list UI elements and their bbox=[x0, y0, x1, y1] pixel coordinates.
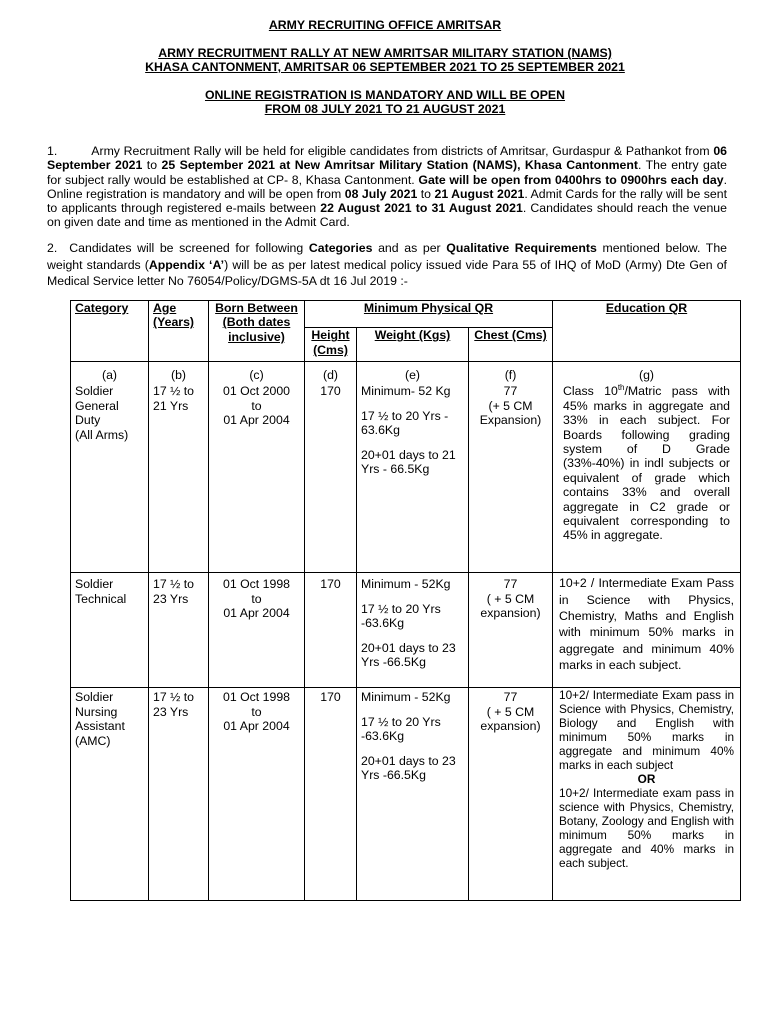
header-education-qr: Education QR bbox=[605, 301, 688, 315]
para1-bold: 08 July 2021 bbox=[344, 186, 418, 201]
category-text: Technical bbox=[75, 591, 127, 606]
weight-text: Minimum - 52Kg bbox=[361, 690, 451, 705]
category-cell bbox=[71, 573, 149, 688]
chest-text: (+ 5 CM bbox=[488, 398, 533, 413]
table-row bbox=[71, 688, 741, 901]
chest-text: 77 bbox=[503, 577, 518, 592]
born-text: 01 Oct 1998 bbox=[223, 690, 290, 705]
para1-text: . The entry gate for subject rally would be established at CP- 8, Khasa Cantonment. bbox=[47, 158, 727, 187]
paragraph-1 bbox=[47, 144, 727, 230]
age-text: 17 ½ to bbox=[153, 577, 195, 592]
col-letter: (d) bbox=[305, 362, 357, 383]
para1-text: . Online registration is mandatory and will be open from bbox=[47, 172, 727, 201]
education-cell bbox=[553, 688, 741, 901]
para1-bold: 22 August 2021 to 31 August 2021 bbox=[320, 201, 523, 216]
weight-text: 20+01 days to 21 Yrs - 66.5Kg bbox=[361, 447, 456, 477]
col-letter: (a) bbox=[71, 362, 149, 383]
para2-text: Candidates will be screened for following bbox=[69, 241, 309, 255]
category-cell bbox=[71, 688, 149, 901]
age-text: 21 Yrs bbox=[153, 398, 189, 413]
weight-text: 17 ½ to 20 Yrs -63.6Kg bbox=[361, 601, 441, 631]
education-cell: 10+2 / Intermediate Exam Pass in Science with Physics, Chemistry, Maths and English with minimum 50% marks in aggregate and minimum 40% marks in each subject. bbox=[553, 573, 741, 688]
para2-bold: Appendix ‘A’ bbox=[148, 257, 225, 272]
born-text: to bbox=[251, 398, 262, 413]
education-or: OR bbox=[637, 772, 656, 787]
born-text: 01 Oct 2000 bbox=[223, 384, 290, 399]
registration-line2: FROM 08 JULY 2021 TO 21 AUGUST 2021 bbox=[264, 102, 506, 116]
chest-text: Expansion) bbox=[479, 413, 542, 428]
category-text: Assistant bbox=[75, 719, 125, 734]
age-cell bbox=[149, 382, 209, 573]
table-row bbox=[71, 573, 741, 688]
chest-text: 77 bbox=[503, 690, 518, 705]
category-text: Soldier bbox=[75, 577, 114, 592]
table-header-row bbox=[71, 301, 741, 328]
age-cell bbox=[149, 688, 209, 901]
chest-text: expansion) bbox=[480, 606, 541, 621]
education-text: 10+2/ Intermediate exam pass in science with Physics, Chemistry, Botany, Zoology and English with minimum 50% marks in aggregate and 40% marks in each subject. bbox=[559, 786, 735, 871]
age-text: 23 Yrs bbox=[153, 704, 189, 719]
born-cell bbox=[209, 382, 305, 573]
col-letter: (c) bbox=[209, 362, 305, 383]
height-cell: 170 bbox=[305, 382, 357, 573]
header-weight: Weight (Kgs) bbox=[374, 328, 451, 343]
born-text: 01 Apr 2004 bbox=[223, 719, 290, 734]
para2-number: 2. bbox=[47, 241, 58, 255]
weight-text: 20+01 days to 23 Yrs -66.5Kg bbox=[361, 753, 456, 783]
para1-bold: 25 September 2021 at New Amritsar Military Station (NAMS), Khasa Cantonment bbox=[161, 158, 639, 173]
header-chest: Chest (Cms) bbox=[474, 328, 547, 343]
header-born-between: Born Between (Both dates inclusive) bbox=[215, 301, 298, 344]
para1-text: . Admit Cards for the rally will be sent to applicants through registered e-mails between bbox=[47, 186, 727, 216]
col-letter: (f) bbox=[469, 362, 553, 383]
category-text: Soldier bbox=[75, 690, 114, 705]
category-text: (AMC) bbox=[75, 733, 111, 748]
para1-number: 1. bbox=[47, 144, 58, 158]
para2-text: and as per bbox=[372, 241, 447, 255]
weight-cell bbox=[357, 573, 469, 688]
header-age: Age (Years) bbox=[153, 301, 195, 330]
height-cell: 170 bbox=[305, 573, 357, 688]
age-text: 23 Yrs bbox=[153, 591, 189, 606]
born-cell bbox=[209, 688, 305, 901]
chest-text: expansion) bbox=[480, 719, 541, 734]
category-text: (All Arms) bbox=[75, 427, 129, 442]
born-text: 01 Apr 2004 bbox=[223, 413, 290, 428]
office-title: ARMY RECRUITING OFFICE AMRITSAR bbox=[268, 18, 502, 32]
category-text: General bbox=[75, 398, 119, 413]
born-text: to bbox=[251, 591, 262, 606]
born-text: 01 Oct 1998 bbox=[223, 577, 290, 592]
category-cell bbox=[71, 382, 149, 573]
education-cell bbox=[553, 382, 741, 573]
para1-bold: 06 September 2021 bbox=[47, 144, 727, 173]
header-minimum-physical-qr: Minimum Physical QR bbox=[363, 301, 494, 315]
chest-text: ( + 5 CM bbox=[486, 591, 535, 606]
para2-bold: Qualitative Requirements bbox=[446, 241, 597, 255]
header-height: Height (Cms) bbox=[311, 328, 350, 357]
weight-text: 17 ½ to 20 Yrs -63.6Kg bbox=[361, 714, 441, 744]
category-text: Duty bbox=[75, 413, 101, 428]
weight-text: 17 ½ to 20 Yrs - 63.6Kg bbox=[361, 408, 449, 438]
paragraph-2 bbox=[47, 240, 727, 290]
category-text: Soldier bbox=[75, 384, 114, 399]
age-text: 17 ½ to bbox=[153, 384, 195, 399]
weight-cell bbox=[357, 688, 469, 901]
born-text: to bbox=[251, 704, 262, 719]
para1-bold: 21 August 2021 bbox=[434, 186, 525, 201]
para1-text: to bbox=[142, 158, 162, 173]
chest-cell bbox=[469, 573, 553, 688]
chest-text: 77 bbox=[503, 384, 518, 399]
para1-text: Army Recruitment Rally will be held for eligible candidates from districts of Amritsar, Gurdaspur & Pathankot from bbox=[91, 144, 714, 158]
rally-title-line1: ARMY RECRUITMENT RALLY AT NEW AMRITSAR MILITARY STATION (NAMS) bbox=[158, 46, 612, 60]
height-cell: 170 bbox=[305, 688, 357, 901]
education-text: Class 10 bbox=[563, 384, 618, 399]
col-letter: (b) bbox=[149, 362, 209, 383]
weight-text: Minimum - 52Kg bbox=[361, 577, 451, 592]
education-text: 10+2/ Intermediate Exam pass in Science with Physics, Chemistry, Biology and English with minimum 50% marks in aggregate and minimum 40% marks in each subject bbox=[559, 688, 735, 773]
header-category: Category bbox=[75, 301, 129, 315]
chest-text: ( + 5 CM bbox=[486, 704, 535, 719]
para2-text: ) will be as per latest medical policy issued vide Para 55 of IHQ of MoD (Army) Dte Gen of Medical Service letter No 76054/Policy/DGMS-5A dt 16 Jul 2019 :- bbox=[47, 257, 727, 288]
weight-text: Minimum- 52 Kg bbox=[361, 384, 451, 399]
education-superscript: th bbox=[617, 383, 625, 393]
para1-text: . Candidates should reach the venue on given date and time as mentioned in the Admit Card. bbox=[47, 201, 727, 230]
born-text: 01 Apr 2004 bbox=[223, 606, 290, 621]
chest-cell bbox=[469, 382, 553, 573]
para1-bold: Gate will be open from 0400hrs to 0900hrs each day bbox=[418, 172, 724, 187]
weight-cell bbox=[357, 382, 469, 573]
born-cell bbox=[209, 573, 305, 688]
rally-title-line2: KHASA CANTONMENT, AMRITSAR 06 SEPTEMBER 2021 TO 25 SEPTEMBER 2021 bbox=[145, 60, 625, 74]
para1-text: to bbox=[417, 186, 435, 201]
col-letter: (g) bbox=[553, 362, 741, 383]
col-letter: (e) bbox=[357, 362, 469, 383]
qualification-table bbox=[70, 300, 741, 901]
chest-cell bbox=[469, 688, 553, 901]
category-text: Nursing bbox=[75, 704, 118, 719]
weight-text: 20+01 days to 23 Yrs -66.5Kg bbox=[361, 640, 456, 670]
education-text: /Matric pass with 45% marks in aggregate and 33% in each subject. For Boards following grading system of D Grade (33%-40%) in indl subjects or equivalent of grade which contains 33% and overall aggregate in C2 grade or equivalent corresponding to 45% in aggregate. bbox=[563, 384, 731, 543]
registration-line1: ONLINE REGISTRATION IS MANDATORY AND WILL BE OPEN bbox=[204, 88, 566, 102]
age-cell bbox=[149, 573, 209, 688]
column-letter-row bbox=[71, 362, 741, 383]
age-text: 17 ½ to bbox=[153, 690, 195, 705]
para2-text: mentioned below. The weight standards ( bbox=[47, 241, 727, 272]
para2-bold: Categories bbox=[308, 241, 373, 255]
table-row bbox=[71, 382, 741, 573]
